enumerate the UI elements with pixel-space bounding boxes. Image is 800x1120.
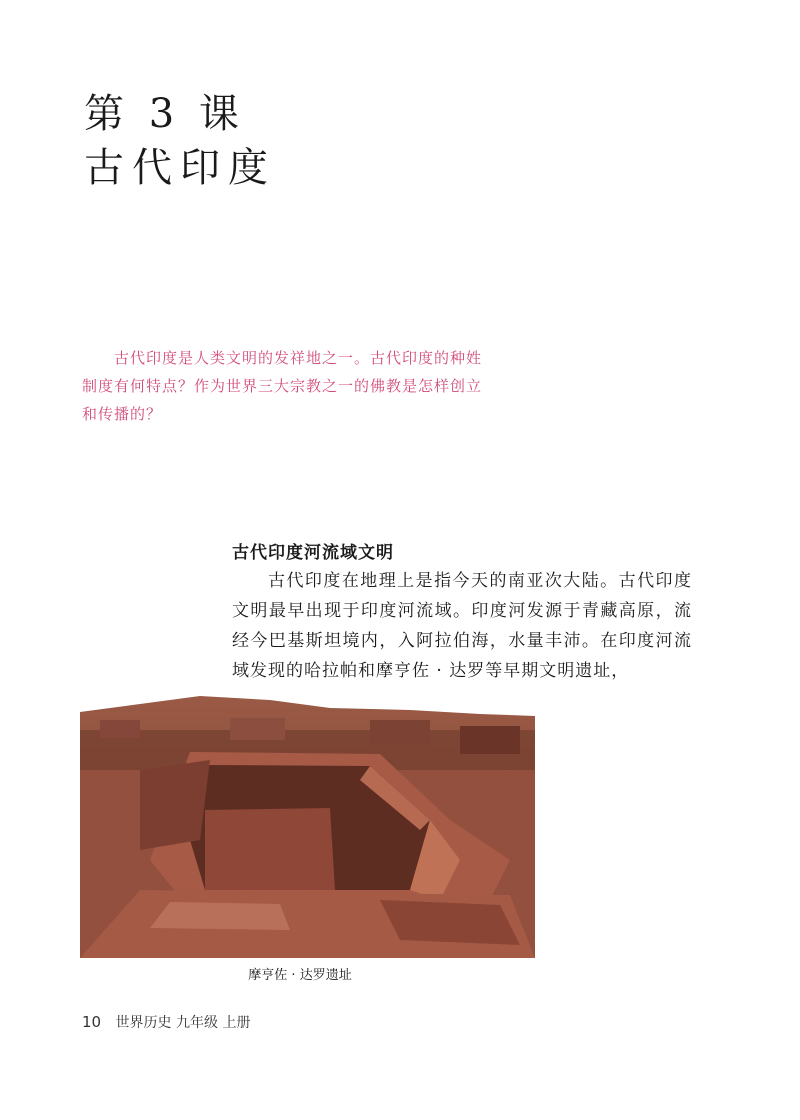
photo-caption: 摩亨佐 · 达罗遗址 [248, 968, 352, 983]
section-heading: 古代印度河流域文明 [232, 543, 394, 563]
intro-paragraph: 古代印度是人类文明的发祥地之一。古代印度的种姓制度有何特点？作为世界三大宗教之一的佛教是怎样创立和传播的？ [82, 349, 483, 423]
book-title: 世界历史 九年级 上册 [115, 1015, 251, 1031]
lesson-number: 第 3 课 [84, 91, 245, 137]
page-footer [82, 1012, 250, 1032]
section-body: 古代印度在地理上是指今天的南亚次大陆。古代印度文明最早出现于印度河流域。印度河发源于青藏高原，流经今巴基斯坦境内，入阿拉伯海，水量丰沛。在印度河流域发现的哈拉帕和摩亨佐 · 达罗等早期文明遗址， [232, 571, 692, 681]
page-number: 10 [82, 1013, 102, 1031]
ruins-photo [80, 690, 535, 958]
lesson-title: 古代印度 [84, 145, 276, 191]
ruins-photo-illustration [80, 690, 535, 958]
